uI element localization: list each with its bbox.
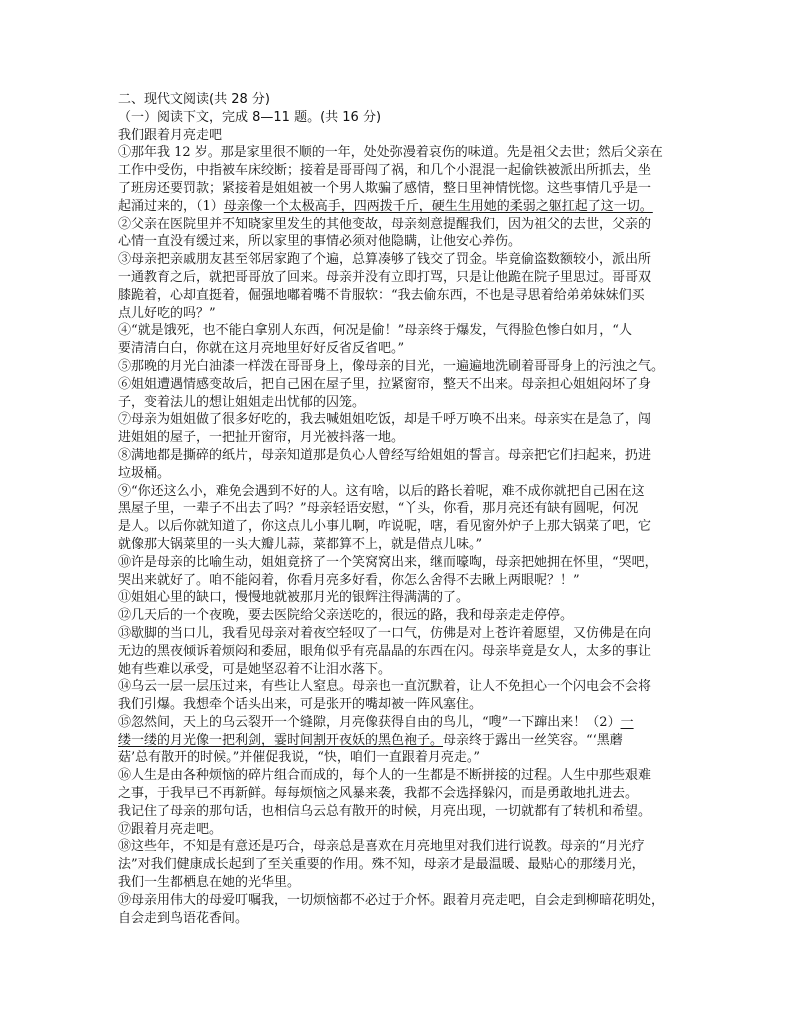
text-line: ⑩许是母亲的比喻生动，姐姐竟挤了一个笑窝窝出来，继而嚎啕，母亲把她拥在怀里，“哭吧， [118, 554, 658, 570]
text-line: ④“就是饿死，也不能白拿别人东西，何况是偷！”母亲终于爆发，气得脸色惨白如月，“人 [118, 323, 632, 339]
text-line: 我记住了母亲的那句话，也相信乌云总有散开的时候，月亮出现，一切就都有了转机和希望。 [118, 803, 652, 819]
paragraph-6 [118, 376, 693, 412]
text-line: 进姐姐的屋子，一把扯开窗帘，月光被抖落一地。 [118, 430, 405, 446]
text-line: 垃圾桶。 [118, 465, 171, 481]
text-line: 我们引爆。我想牵个话头出来，可是张开的嘴却被一阵风塞住。 [118, 697, 483, 713]
text-line: 是人。以后你就知道了，你这点儿小事儿啊，咋说呢，嗐，看见窗外炉子上那大锅菜了吧，它 [118, 519, 652, 535]
paragraph-14 [118, 678, 693, 714]
text-line: 我们一生都栖息在她的光华里。 [118, 875, 301, 891]
paragraph-11 [118, 589, 693, 607]
text-line: 了班房还要罚款；紧接着是姐姐被一个男人欺骗了感情，整日里神情恍惚。这些事情几乎是一 [118, 180, 652, 196]
question-1-marker-text: 起涌过来的，（1） [118, 198, 224, 214]
reading-section [118, 91, 693, 927]
paragraph-7 [118, 411, 693, 447]
part-heading: （一）阅读下文，完成 8—11 题。(共 16 分) [118, 109, 382, 125]
text-line: 无边的黑夜倾诉着烦闷和委屈，眼角似乎有亮晶晶的东西在闪。母亲毕竟是女人，太多的事让 [118, 643, 652, 659]
text-line: 一通教育之后，就把哥哥放了回来。母亲并没有立即打骂，只是让他跪在院子里思过。哥哥双 [118, 269, 652, 285]
text-line: ①那年我 12 岁。那是家里很不顺的一年，处处弥漫着哀伤的味道。先是祖父去世；然后父亲在 [118, 145, 663, 161]
text-line: 她有些难以承受，可是她坚忍着不让泪水落下。 [118, 661, 392, 677]
text-line: 黑屋子里，一辈子不出去了吗？”母亲轻语安慰，“丫头，你看，那月亮还有缺有圆呢，何况 [118, 501, 639, 517]
text-line: ⑱这些年，不知是有意还是巧合，母亲总是喜欢在月亮地里对我们进行说教。母亲的“月光疗 [118, 839, 645, 855]
paragraph-15 [118, 714, 693, 767]
text-line [118, 732, 693, 750]
text-line: 点儿好吃的吗？” [118, 305, 216, 321]
text-line: ⑰跟着月亮走吧。 [118, 821, 223, 837]
underlined-sentence-1: 母亲像一个太极高手，四两拨千斤，硬生生用她的柔弱之躯扛起了这一切。 [223, 198, 653, 214]
text-line: 要清清白白，你就在这月亮地里好好反省反省吧。” [118, 341, 405, 357]
text-line: ⑲母亲用伟大的母爱叮嘱我，一切烦恼都不必过于介怀。跟着月亮走吧，自会走到柳暗花明处， [118, 892, 665, 908]
paragraph-5 [118, 358, 693, 376]
text-line: ③母亲把亲戚朋友甚至邻居家跑了个遍，总算凑够了钱交了罚金。毕竟偷盗数额较小，派出所 [118, 252, 652, 268]
text-line: 哭出来就好了。咱不能闷着，你看月亮多好看，你怎么舍得不去瞅上两眼呢？！” [118, 572, 580, 588]
paragraph-10 [118, 554, 693, 590]
text-line: ⑭乌云一层一层压过来，有些让人窒息。母亲也一直沉默着，让人不免担心一个闪电会不会将 [118, 679, 652, 695]
paragraph-18 [118, 838, 693, 891]
article-title: 我们跟着月亮走吧 [118, 127, 223, 143]
text-line [118, 198, 693, 216]
underlined-sentence-2: 缕一缕的月光像一把利剑，霎时间割开夜妖的黑色袍子。 [118, 732, 444, 748]
paragraph-19 [118, 892, 693, 928]
question-2-marker-text: ⑮忽然间，天上的乌云裂开一个缝隙，月亮像获得自由的鸟儿，“嗖”一下蹿出来！（2） [118, 714, 621, 730]
paragraph-3 [118, 251, 693, 322]
text-line: ⑧满地都是撕碎的纸片，母亲知道那是负心人曾经写给姐姐的誓言。母亲把它们扫起来，扔进 [118, 447, 652, 463]
text-line: ⑬歇脚的当口儿，我看见母亲对着夜空轻叹了一口气，仿佛是对上苍许着愿望，又仿佛是在向 [118, 625, 652, 641]
line-remainder-text: 母亲终于露出一丝笑容。“‘黑蘑 [443, 732, 623, 748]
text-line: 法”对我们健康成长起到了至关重要的作用。殊不知，母亲才是最温暖、最贴心的那缕月光， [118, 857, 645, 873]
paragraph-2 [118, 216, 693, 252]
text-line: 之事，于我早已不再新鲜。每每烦恼之风暴来袭，我都不会选择躲闪，而是勇敢地扎进去。 [118, 786, 639, 802]
text-line: 工作中受伤，中指被车床绞断；接着是哥哥闯了祸，和几个小混混一起偷铁被派出所抓去，坐 [118, 163, 652, 179]
text-line: 心情一直没有缓过来，所以家里的事情必须对他隐瞒，让他安心养伤。 [118, 234, 522, 250]
text-line: 自会走到鸟语花香间。 [118, 910, 249, 926]
text-line: ⑦母亲为姐姐做了很多好吃的，我去喊姐姐吃饭，却是千呼万唤不出来。母亲实在是急了，闯 [118, 412, 652, 428]
text-line: ⑫几天后的一个夜晚，要去医院给父亲送吃的，很远的路，我和母亲走走停停。 [118, 608, 574, 624]
paragraph-17 [118, 821, 693, 839]
paragraph-9 [118, 483, 693, 554]
paragraph-4 [118, 322, 693, 358]
text-line: ⑯人生是由各种烦恼的碎片组合而成的，每个人的一生都是不断拼接的过程。人生中那些艰难 [118, 768, 652, 784]
text-line [118, 714, 693, 732]
text-line: 膝跪着，心却直挺着，倔强地嘟着嘴不肯服软：“我去偷东西，不也是寻思着给弟弟妹妹们买 [118, 287, 645, 303]
text-line: ⑤那晚的月光白油漆一样泼在哥哥身上，像母亲的目光，一遍遍地洗刷着哥哥身上的污浊之气。 [118, 358, 665, 374]
paragraph-1 [118, 144, 693, 215]
text-line: 菇’总有散开的时候。”并催促我说，“快，咱们一直跟着月亮走。” [118, 750, 481, 766]
paragraph-16 [118, 767, 693, 820]
underlined-sentence-2-start: 一 [620, 714, 634, 730]
paragraph-12 [118, 607, 693, 625]
text-line: ②父亲在医院里并不知晓家里发生的其他变故，母亲刻意提醒我们，因为祖父的去世，父亲的 [118, 216, 652, 232]
section-heading: 二、现代文阅读(共 28 分) [118, 92, 270, 107]
text-line: 就像那大锅菜里的一头大瓣儿蒜，菜都算不上，就是借点儿味。” [118, 536, 483, 552]
paragraph-13 [118, 625, 693, 678]
text-line: ⑪姐姐心里的缺口，慢慢地就被那月光的银辉注得满满的了。 [118, 590, 470, 606]
text-line: ⑨“你还这么小，难免会遇到不好的人。这有啥，以后的路长着呢，难不成你就把自己困在这 [118, 483, 645, 499]
text-line: ⑥姐姐遭遇情感变故后，把自己困在屋子里，拉紧窗帘，整天不出来。母亲担心姐姐闷坏了身 [118, 376, 652, 392]
text-line: 子，变着法儿的想让姐姐走出忧郁的囚笼。 [118, 394, 366, 410]
paragraph-8 [118, 447, 693, 483]
